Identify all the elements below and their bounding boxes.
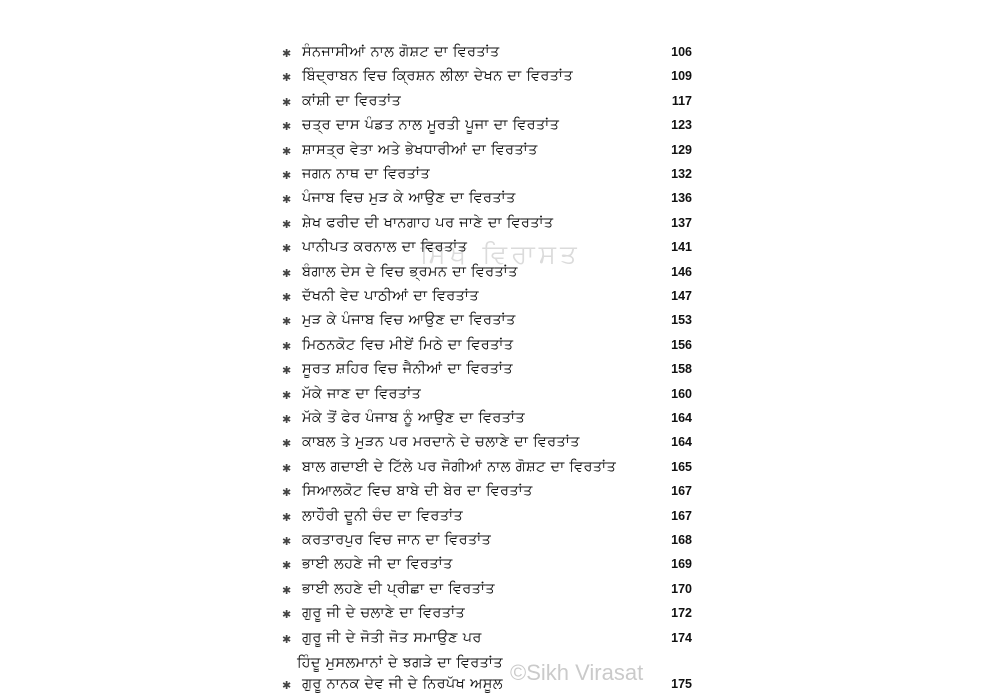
toc-entry <box>282 335 692 359</box>
toc-entry <box>282 628 692 652</box>
toc-entry-page: 167 <box>671 484 692 499</box>
bullet-icon: ✱ <box>282 315 292 329</box>
toc-entry-page: 147 <box>671 289 692 303</box>
bullet-icon: ✱ <box>282 486 292 500</box>
toc-entry <box>282 310 692 334</box>
toc-entry-page: 168 <box>671 533 692 547</box>
bullet-icon: ✱ <box>282 437 292 451</box>
toc-entry-page: 136 <box>671 191 692 206</box>
bullet-icon: ✱ <box>282 242 292 256</box>
toc-entry <box>282 188 692 212</box>
toc-entry-title: ਕਾਂਸ਼ੀ ਦਾ ਵਿਰਤਾਂਤ <box>302 92 402 109</box>
toc-entry <box>282 91 692 115</box>
toc-entry-page: 137 <box>671 215 692 230</box>
toc-entry-page: 123 <box>671 118 692 133</box>
toc-entry <box>282 506 692 530</box>
toc-entry-continuation: ਹਿੰਦੂ ਮੁਸਲਮਾਨਾਂ ਦੇ ਝਗੜੇ ਦਾ ਵਿਰਤਾਂਤ <box>297 655 503 671</box>
bullet-icon: ✱ <box>282 266 292 280</box>
toc-entry-page: 164 <box>671 435 692 450</box>
toc-entry-title: ਭਾਈ ਲਹਣੇ ਜੀ ਦਾ ਵਿਰਤਾਂਤ <box>302 556 453 573</box>
toc-entry-title: ਪਾਨੀਪਤ ਕਰਨਾਲ ਦਾ ਵਿਰਤਾਂਤ <box>302 239 468 256</box>
toc-entry <box>282 42 692 66</box>
toc-entry <box>282 262 692 286</box>
bullet-icon: ✱ <box>282 583 292 597</box>
watermark-center: ਸਿਖ ਵਿਰਾਸਤ <box>420 240 581 270</box>
toc-entry <box>282 213 692 237</box>
toc-entry-title: ਮੱਕੇ ਜਾਣ ਦਾ ਵਿਰਤਾਂਤ <box>302 385 422 402</box>
toc-entry-page: 174 <box>671 630 692 645</box>
toc-entry-title: ਸ਼ਾਸਤ੍ਰ ਵੇਤਾ ਅਤੇ ਭੇਖਧਾਰੀਆਂ ਦਾ ਵਿਰਤਾਂਤ <box>302 141 538 158</box>
bullet-icon: ✱ <box>282 217 292 231</box>
toc-entry-title: ਲਾਹੌਰੀ ਦੂਨੀ ਚੰਦ ਦਾ ਵਿਰਤਾਂਤ <box>302 507 463 524</box>
toc-entry <box>282 481 692 505</box>
bullet-icon: ✱ <box>282 608 292 622</box>
toc-entry-title: ਬੰਗਾਲ ਦੇਸ ਦੇ ਵਿਚ ਭ੍ਰਮਨ ਦਾ ਵਿਰਤਾਂਤ <box>302 263 518 280</box>
toc-entry <box>282 237 692 261</box>
toc-entry-title: ਗੁਰੂ ਜੀ ਦੇ ਜੋਤੀ ਜੋਤ ਸਮਾਉਣ ਪਰ <box>302 629 482 646</box>
bullet-icon: ✱ <box>282 120 292 134</box>
toc-entry <box>282 164 692 188</box>
toc-entry <box>282 66 692 90</box>
bullet-icon: ✱ <box>282 510 292 524</box>
toc-entry-page: 169 <box>671 557 692 572</box>
toc-entry-page: 165 <box>671 459 692 474</box>
bullet-icon: ✱ <box>282 535 292 548</box>
toc-entry <box>282 115 692 139</box>
toc-entry-title: ਕਾਬਲ ਤੇ ਮੁੜਨ ਪਰ ਮਰਦਾਨੇ ਦੇ ਚਲਾਣੇ ਦਾ ਵਿਰਤਾਂਤ <box>302 434 580 451</box>
toc-entry-page: 146 <box>671 264 692 279</box>
toc-entry <box>282 457 692 481</box>
toc-entry-page: 175 <box>671 677 692 691</box>
toc-entry-title: ਸਿਆਲਕੋਟ ਵਿਚ ਬਾਬੇ ਦੀ ਬੇਰ ਦਾ ਵਿਰਤਾਂਤ <box>302 483 533 500</box>
toc-entry-title: ਮੁੜ ਕੇ ਪੰਜਾਬ ਵਿਚ ਆਉਣ ਦਾ ਵਿਰਤਾਂਤ <box>302 312 516 329</box>
toc-entry <box>282 384 692 408</box>
toc-entry <box>282 286 692 310</box>
toc-entry <box>282 140 692 164</box>
toc-entry-title: ਸੂਰਤ ਸ਼ਹਿਰ ਵਿਚ ਜੈਨੀਆਂ ਦਾ ਵਿਰਤਾਂਤ <box>302 361 513 378</box>
bullet-icon: ✱ <box>282 193 292 207</box>
toc-entry-page: 158 <box>671 362 692 377</box>
toc-entry <box>282 603 692 627</box>
bullet-icon: ✱ <box>282 95 292 109</box>
toc-entry-page: 109 <box>671 69 692 84</box>
toc-entry <box>282 579 692 603</box>
toc-entry-title: ਚਤ੍ਰ ਦਾਸ ਪੰਡਤ ਨਾਲ ਮੂਰਤੀ ਪੂਜਾ ਦਾ ਵਿਰਤਾਂਤ <box>302 117 560 134</box>
bullet-icon: ✱ <box>282 291 292 304</box>
toc-entry-title: ਭਾਈ ਲਹਣੇ ਦੀ ਪ੍ਰੀਛਾ ਦਾ ਵਿਰਤਾਂਤ <box>302 580 495 597</box>
bullet-icon: ✱ <box>282 144 292 158</box>
toc-entry-page: 132 <box>671 167 692 181</box>
toc-entry-page: 156 <box>671 337 692 352</box>
toc-entry-title: ਸੰਨਜਾਸੀਆਂ ਨਾਲ ਗੋਸ਼ਟ ਦਾ ਵਿਰਤਾਂਤ <box>302 44 500 60</box>
bullet-icon: ✱ <box>282 169 292 182</box>
toc-entry-title: ਬਾਲ ਗਦਾਈ ਦੇ ਟਿੱਲੇ ਪਰ ਜੋਗੀਆਂ ਨਾਲ ਗੋਸ਼ਟ ਦਾ ਵਿਰਤਾਂਤ <box>302 458 617 475</box>
toc-entry-page: 141 <box>671 240 692 255</box>
toc-entry-title: ਗੁਰੂ ਜੀ ਦੇ ਚਲਾਣੇ ਦਾ ਵਿਰਤਾਂਤ <box>302 605 465 622</box>
toc-entry-title: ਗੁਰੂ ਨਾਨਕ ਦੇਵ ਜੀ ਦੇ ਨਿਰਪੱਖ ਅਸੂਲ <box>302 676 503 692</box>
bullet-icon: ✱ <box>282 47 292 60</box>
bullet-icon: ✱ <box>282 388 292 402</box>
bullet-icon: ✱ <box>282 559 292 573</box>
toc-entry-page: 170 <box>671 581 692 596</box>
bullet-icon: ✱ <box>282 679 292 692</box>
toc-entry-page: 164 <box>671 411 692 425</box>
toc-entry <box>282 554 692 578</box>
toc-entry-page: 117 <box>671 93 692 108</box>
toc-entry <box>282 530 692 554</box>
toc-entry-title: ਮਿਠਨਕੋਟ ਵਿਚ ਮੀਏਂ ਮਿਠੇ ਦਾ ਵਿਰਤਾਂਤ <box>302 336 514 353</box>
toc-entry <box>282 432 692 456</box>
toc-entry-page: 172 <box>671 606 692 621</box>
bullet-icon: ✱ <box>282 364 292 378</box>
toc-entry-page: 160 <box>671 386 692 401</box>
bullet-icon: ✱ <box>282 632 292 646</box>
toc-entry-page: 129 <box>671 142 692 157</box>
toc-entry-title: ਬਿੰਦ੍ਰਾਬਨ ਵਿਚ ਕ੍ਰਿਸ਼ਨ ਲੀਲਾ ਦੇਖਨ ਦਾ ਵਿਰਤਾਂਤ <box>302 68 573 85</box>
bullet-icon: ✱ <box>282 461 292 475</box>
toc-entry-title: ਜਗਨ ਨਾਥ ਦਾ ਵਿਰਤਾਂਤ <box>302 166 430 182</box>
watermark-copyright: ©Sikh Virasat <box>510 660 644 685</box>
bullet-icon: ✱ <box>282 71 292 85</box>
toc-entry <box>282 408 692 432</box>
toc-entry-title: ਦੱਖਨੀ ਵੇਦ ਪਾਠੀਆਂ ਦਾ ਵਿਰਤਾਂਤ <box>302 288 479 304</box>
toc-entry-page: 153 <box>671 313 692 328</box>
toc-entry-page: 106 <box>671 45 692 59</box>
toc-entry-title: ਕਰਤਾਰਪੁਰ ਵਿਚ ਜਾਨ ਦਾ ਵਿਰਤਾਂਤ <box>302 532 492 548</box>
toc-entry-title: ਪੰਜਾਬ ਵਿਚ ਮੁੜ ਕੇ ਆਉਣ ਦਾ ਵਿਰਤਾਂਤ <box>302 190 516 207</box>
bullet-icon: ✱ <box>282 413 292 426</box>
toc-entry-title: ਸ਼ੇਖ ਫਰੀਦ ਦੀ ਖਾਨਗਾਹ ਪਰ ਜਾਣੇ ਦਾ ਵਿਰਤਾਂਤ <box>302 214 554 231</box>
toc-entry <box>282 359 692 383</box>
toc-entry-page: 167 <box>671 508 692 523</box>
bullet-icon: ✱ <box>282 339 292 353</box>
toc-entry-title: ਮੱਕੇ ਤੋਂ ਫੇਰ ਪੰਜਾਬ ਨੂੰ ਆਉਣ ਦਾ ਵਿਰਤਾਂਤ <box>302 410 525 426</box>
